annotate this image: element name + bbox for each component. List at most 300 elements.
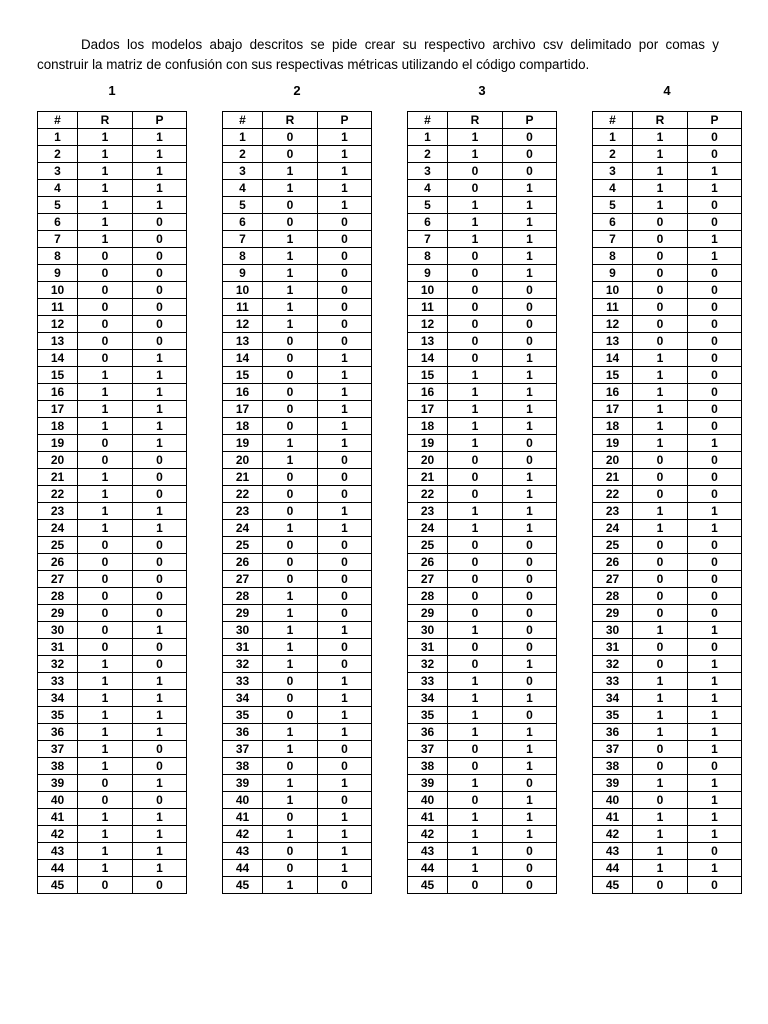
row-index-cell: 33 — [38, 673, 78, 690]
table-row — [408, 282, 557, 299]
table-row — [223, 656, 372, 673]
row-index-cell: 14 — [593, 350, 633, 367]
table-row — [593, 146, 742, 163]
p-value-cell: 1 — [688, 656, 742, 673]
header-r: R — [263, 112, 318, 129]
p-value-cell: 1 — [133, 843, 187, 860]
p-value-cell: 1 — [503, 758, 557, 775]
row-index-cell: 2 — [223, 146, 263, 163]
row-index-cell: 29 — [408, 605, 448, 622]
table-row — [38, 826, 187, 843]
p-value-cell: 0 — [503, 435, 557, 452]
p-value-cell: 1 — [318, 146, 372, 163]
row-index-cell: 29 — [223, 605, 263, 622]
p-value-cell: 0 — [688, 367, 742, 384]
row-index-cell: 32 — [593, 656, 633, 673]
p-value-cell: 1 — [133, 520, 187, 537]
table-row — [38, 656, 187, 673]
table-row — [223, 248, 372, 265]
table-row — [38, 775, 187, 792]
p-value-cell: 1 — [503, 367, 557, 384]
table-row — [593, 248, 742, 265]
row-index-cell: 43 — [223, 843, 263, 860]
table-row — [593, 384, 742, 401]
table-row — [408, 639, 557, 656]
row-index-cell: 19 — [593, 435, 633, 452]
p-value-cell: 1 — [688, 724, 742, 741]
r-value-cell: 1 — [263, 316, 318, 333]
table-row — [38, 622, 187, 639]
table-row — [593, 129, 742, 146]
r-value-cell: 0 — [448, 639, 503, 656]
row-index-cell: 32 — [223, 656, 263, 673]
row-index-cell: 39 — [223, 775, 263, 792]
table-row — [593, 520, 742, 537]
row-index-cell: 1 — [38, 129, 78, 146]
r-value-cell: 0 — [633, 282, 688, 299]
row-index-cell: 16 — [223, 384, 263, 401]
header-p: P — [318, 112, 372, 129]
p-value-cell: 0 — [133, 299, 187, 316]
r-value-cell: 1 — [78, 673, 133, 690]
table-row — [38, 605, 187, 622]
table-row — [593, 163, 742, 180]
table-header-row — [223, 112, 372, 129]
r-value-cell: 0 — [633, 877, 688, 894]
row-index-cell: 44 — [408, 860, 448, 877]
table-row — [408, 214, 557, 231]
p-value-cell: 1 — [503, 214, 557, 231]
r-value-cell: 0 — [263, 809, 318, 826]
table-row — [38, 384, 187, 401]
table-row — [223, 214, 372, 231]
table-row — [593, 571, 742, 588]
row-index-cell: 33 — [223, 673, 263, 690]
p-value-cell: 0 — [318, 265, 372, 282]
r-value-cell: 0 — [633, 792, 688, 809]
p-value-cell: 1 — [318, 180, 372, 197]
r-value-cell: 1 — [263, 741, 318, 758]
row-index-cell: 27 — [38, 571, 78, 588]
r-value-cell: 0 — [448, 741, 503, 758]
p-value-cell: 0 — [133, 333, 187, 350]
p-value-cell: 1 — [688, 673, 742, 690]
row-index-cell: 9 — [38, 265, 78, 282]
r-value-cell: 0 — [78, 316, 133, 333]
p-value-cell: 0 — [318, 639, 372, 656]
table-header-row — [593, 112, 742, 129]
model-label-3: 3 — [478, 83, 486, 98]
table-row — [223, 826, 372, 843]
r-value-cell: 1 — [78, 520, 133, 537]
row-index-cell: 1 — [593, 129, 633, 146]
table-row — [38, 707, 187, 724]
p-value-cell: 0 — [503, 588, 557, 605]
table-row — [223, 571, 372, 588]
p-value-cell: 0 — [318, 214, 372, 231]
row-index-cell: 26 — [223, 554, 263, 571]
p-value-cell: 1 — [318, 673, 372, 690]
table-row — [223, 265, 372, 282]
p-value-cell: 0 — [688, 639, 742, 656]
table-row — [593, 877, 742, 894]
row-index-cell: 15 — [38, 367, 78, 384]
table-row — [408, 401, 557, 418]
r-value-cell: 1 — [78, 163, 133, 180]
table-row — [38, 231, 187, 248]
table-row — [38, 588, 187, 605]
r-value-cell: 0 — [633, 231, 688, 248]
r-value-cell: 1 — [263, 588, 318, 605]
table-row — [408, 265, 557, 282]
r-value-cell: 1 — [633, 418, 688, 435]
header-index: # — [593, 112, 633, 129]
r-value-cell: 1 — [448, 690, 503, 707]
p-value-cell: 1 — [503, 180, 557, 197]
row-index-cell: 23 — [223, 503, 263, 520]
p-value-cell: 0 — [688, 197, 742, 214]
r-value-cell: 1 — [448, 384, 503, 401]
r-value-cell: 1 — [633, 707, 688, 724]
table-row — [408, 775, 557, 792]
r-value-cell: 0 — [448, 486, 503, 503]
r-value-cell: 0 — [78, 639, 133, 656]
table-row — [593, 333, 742, 350]
r-value-cell: 0 — [78, 435, 133, 452]
row-index-cell: 38 — [593, 758, 633, 775]
r-value-cell: 1 — [78, 724, 133, 741]
p-value-cell: 0 — [503, 571, 557, 588]
row-index-cell: 30 — [223, 622, 263, 639]
r-value-cell: 0 — [263, 384, 318, 401]
row-index-cell: 30 — [408, 622, 448, 639]
model-label-1: 1 — [108, 83, 116, 98]
table-row — [223, 520, 372, 537]
p-value-cell: 0 — [318, 877, 372, 894]
p-value-cell: 1 — [318, 843, 372, 860]
p-value-cell: 1 — [318, 707, 372, 724]
r-value-cell: 1 — [633, 350, 688, 367]
table-row — [408, 673, 557, 690]
table-row — [408, 741, 557, 758]
model-table-1 — [37, 111, 187, 894]
row-index-cell: 40 — [408, 792, 448, 809]
r-value-cell: 1 — [448, 707, 503, 724]
r-value-cell: 1 — [263, 792, 318, 809]
instructions-text: Dados los modelos abajo descritos se pide crear su respectivo archivo csv delimitado por comas y construir la matriz de confusión con sus respectivas métricas utilizando el código compartido. — [37, 37, 719, 72]
model-label-2: 2 — [293, 83, 301, 98]
table-row — [223, 860, 372, 877]
r-value-cell: 0 — [78, 792, 133, 809]
p-value-cell: 1 — [133, 724, 187, 741]
r-value-cell: 1 — [448, 401, 503, 418]
r-value-cell: 1 — [78, 486, 133, 503]
table-row — [593, 826, 742, 843]
table-row — [593, 809, 742, 826]
table-row — [38, 758, 187, 775]
r-value-cell: 1 — [448, 843, 503, 860]
p-value-cell: 1 — [133, 129, 187, 146]
row-index-cell: 4 — [593, 180, 633, 197]
p-value-cell: 0 — [318, 605, 372, 622]
r-value-cell: 1 — [448, 503, 503, 520]
r-value-cell: 1 — [78, 860, 133, 877]
row-index-cell: 26 — [38, 554, 78, 571]
p-value-cell: 1 — [318, 384, 372, 401]
r-value-cell: 0 — [633, 554, 688, 571]
r-value-cell: 0 — [263, 554, 318, 571]
table-row — [408, 520, 557, 537]
p-value-cell: 0 — [688, 537, 742, 554]
row-index-cell: 2 — [38, 146, 78, 163]
p-value-cell: 1 — [318, 724, 372, 741]
p-value-cell: 1 — [318, 809, 372, 826]
p-value-cell: 0 — [318, 231, 372, 248]
table-row — [593, 690, 742, 707]
r-value-cell: 1 — [633, 163, 688, 180]
table-row — [223, 775, 372, 792]
r-value-cell: 0 — [263, 537, 318, 554]
row-index-cell: 30 — [38, 622, 78, 639]
p-value-cell: 1 — [503, 469, 557, 486]
r-value-cell: 0 — [448, 877, 503, 894]
table-row — [408, 180, 557, 197]
row-index-cell: 41 — [38, 809, 78, 826]
row-index-cell: 20 — [593, 452, 633, 469]
table-row — [38, 282, 187, 299]
r-value-cell: 0 — [78, 877, 133, 894]
table-row — [593, 316, 742, 333]
row-index-cell: 31 — [593, 639, 633, 656]
table-row — [408, 452, 557, 469]
r-value-cell: 0 — [633, 656, 688, 673]
r-value-cell: 1 — [633, 673, 688, 690]
p-value-cell: 0 — [688, 758, 742, 775]
p-value-cell: 1 — [688, 622, 742, 639]
r-value-cell: 0 — [263, 197, 318, 214]
p-value-cell: 0 — [133, 877, 187, 894]
p-value-cell: 0 — [133, 605, 187, 622]
instructions-paragraph — [37, 35, 719, 75]
row-index-cell: 17 — [38, 401, 78, 418]
r-value-cell: 0 — [633, 758, 688, 775]
p-value-cell: 0 — [133, 792, 187, 809]
row-index-cell: 23 — [593, 503, 633, 520]
model-table-4 — [592, 111, 742, 894]
row-index-cell: 21 — [408, 469, 448, 486]
r-value-cell: 0 — [448, 588, 503, 605]
table-row — [223, 639, 372, 656]
row-index-cell: 12 — [408, 316, 448, 333]
row-index-cell: 38 — [38, 758, 78, 775]
r-value-cell: 1 — [78, 690, 133, 707]
table-row — [38, 741, 187, 758]
p-value-cell: 1 — [133, 622, 187, 639]
r-value-cell: 0 — [633, 741, 688, 758]
table-row — [593, 299, 742, 316]
row-index-cell: 44 — [593, 860, 633, 877]
r-value-cell: 0 — [633, 588, 688, 605]
row-index-cell: 9 — [408, 265, 448, 282]
r-value-cell: 1 — [78, 197, 133, 214]
r-value-cell: 1 — [448, 622, 503, 639]
r-value-cell: 0 — [448, 554, 503, 571]
row-index-cell: 8 — [408, 248, 448, 265]
p-value-cell: 0 — [133, 282, 187, 299]
r-value-cell: 1 — [448, 435, 503, 452]
row-index-cell: 12 — [38, 316, 78, 333]
p-value-cell: 0 — [133, 469, 187, 486]
row-index-cell: 31 — [223, 639, 263, 656]
table-row — [408, 843, 557, 860]
table-row — [593, 860, 742, 877]
row-index-cell: 42 — [38, 826, 78, 843]
r-value-cell: 1 — [263, 248, 318, 265]
header-r: R — [448, 112, 503, 129]
table-row — [593, 656, 742, 673]
table-row — [593, 588, 742, 605]
p-value-cell: 1 — [133, 775, 187, 792]
p-value-cell: 1 — [318, 826, 372, 843]
row-index-cell: 13 — [593, 333, 633, 350]
table-row — [408, 605, 557, 622]
table-row — [408, 350, 557, 367]
p-value-cell: 0 — [688, 384, 742, 401]
p-value-cell: 1 — [133, 809, 187, 826]
row-index-cell: 11 — [593, 299, 633, 316]
row-index-cell: 28 — [408, 588, 448, 605]
row-index-cell: 42 — [223, 826, 263, 843]
header-index: # — [38, 112, 78, 129]
row-index-cell: 10 — [223, 282, 263, 299]
row-index-cell: 13 — [38, 333, 78, 350]
p-value-cell: 1 — [503, 656, 557, 673]
p-value-cell: 0 — [503, 673, 557, 690]
p-value-cell: 0 — [503, 843, 557, 860]
row-index-cell: 4 — [223, 180, 263, 197]
row-index-cell: 17 — [593, 401, 633, 418]
row-index-cell: 12 — [223, 316, 263, 333]
table-row — [223, 724, 372, 741]
row-index-cell: 35 — [223, 707, 263, 724]
p-value-cell: 0 — [688, 571, 742, 588]
row-index-cell: 11 — [223, 299, 263, 316]
p-value-cell: 0 — [688, 299, 742, 316]
r-value-cell: 0 — [263, 401, 318, 418]
r-value-cell: 0 — [78, 350, 133, 367]
p-value-cell: 0 — [318, 588, 372, 605]
p-value-cell: 0 — [318, 571, 372, 588]
p-value-cell: 0 — [688, 877, 742, 894]
table-row — [408, 571, 557, 588]
p-value-cell: 0 — [503, 877, 557, 894]
p-value-cell: 1 — [688, 707, 742, 724]
r-value-cell: 0 — [448, 758, 503, 775]
r-value-cell: 0 — [263, 673, 318, 690]
row-index-cell: 39 — [38, 775, 78, 792]
table-row — [223, 384, 372, 401]
p-value-cell: 1 — [318, 197, 372, 214]
r-value-cell: 0 — [263, 129, 318, 146]
table-row — [593, 503, 742, 520]
row-index-cell: 38 — [223, 758, 263, 775]
table-row — [593, 401, 742, 418]
row-index-cell: 6 — [408, 214, 448, 231]
r-value-cell: 0 — [263, 214, 318, 231]
row-index-cell: 36 — [408, 724, 448, 741]
p-value-cell: 1 — [133, 418, 187, 435]
row-index-cell: 13 — [223, 333, 263, 350]
r-value-cell: 0 — [78, 248, 133, 265]
p-value-cell: 0 — [503, 775, 557, 792]
r-value-cell: 1 — [263, 656, 318, 673]
row-index-cell: 28 — [38, 588, 78, 605]
p-value-cell: 1 — [133, 197, 187, 214]
p-value-cell: 1 — [503, 197, 557, 214]
r-value-cell: 0 — [448, 180, 503, 197]
row-index-cell: 41 — [593, 809, 633, 826]
r-value-cell: 1 — [78, 214, 133, 231]
p-value-cell: 0 — [688, 401, 742, 418]
p-value-cell: 1 — [133, 180, 187, 197]
table-row — [408, 163, 557, 180]
r-value-cell: 0 — [448, 299, 503, 316]
r-value-cell: 1 — [448, 775, 503, 792]
table-row — [38, 571, 187, 588]
r-value-cell: 1 — [633, 401, 688, 418]
p-value-cell: 0 — [503, 860, 557, 877]
table-row — [593, 367, 742, 384]
table-row — [408, 724, 557, 741]
table-row — [223, 622, 372, 639]
row-index-cell: 33 — [593, 673, 633, 690]
table-row — [38, 520, 187, 537]
p-value-cell: 0 — [503, 146, 557, 163]
row-index-cell: 26 — [408, 554, 448, 571]
row-index-cell: 19 — [38, 435, 78, 452]
r-value-cell: 0 — [263, 758, 318, 775]
r-value-cell: 0 — [263, 707, 318, 724]
r-value-cell: 1 — [448, 520, 503, 537]
table-row — [593, 469, 742, 486]
row-index-cell: 19 — [223, 435, 263, 452]
r-value-cell: 0 — [633, 486, 688, 503]
p-value-cell: 0 — [688, 282, 742, 299]
row-index-cell: 12 — [593, 316, 633, 333]
r-value-cell: 0 — [78, 605, 133, 622]
r-value-cell: 0 — [448, 792, 503, 809]
table-row — [38, 554, 187, 571]
row-index-cell: 20 — [38, 452, 78, 469]
table-row — [593, 486, 742, 503]
p-value-cell: 0 — [503, 282, 557, 299]
r-value-cell: 0 — [263, 843, 318, 860]
p-value-cell: 0 — [503, 316, 557, 333]
r-value-cell: 0 — [448, 282, 503, 299]
row-index-cell: 32 — [408, 656, 448, 673]
r-value-cell: 1 — [633, 843, 688, 860]
p-value-cell: 0 — [688, 588, 742, 605]
table-row — [593, 435, 742, 452]
r-value-cell: 1 — [263, 231, 318, 248]
row-index-cell: 1 — [408, 129, 448, 146]
table-row — [593, 792, 742, 809]
p-value-cell: 1 — [318, 163, 372, 180]
table-row — [408, 826, 557, 843]
row-index-cell: 16 — [408, 384, 448, 401]
table-row — [38, 316, 187, 333]
p-value-cell: 1 — [318, 401, 372, 418]
